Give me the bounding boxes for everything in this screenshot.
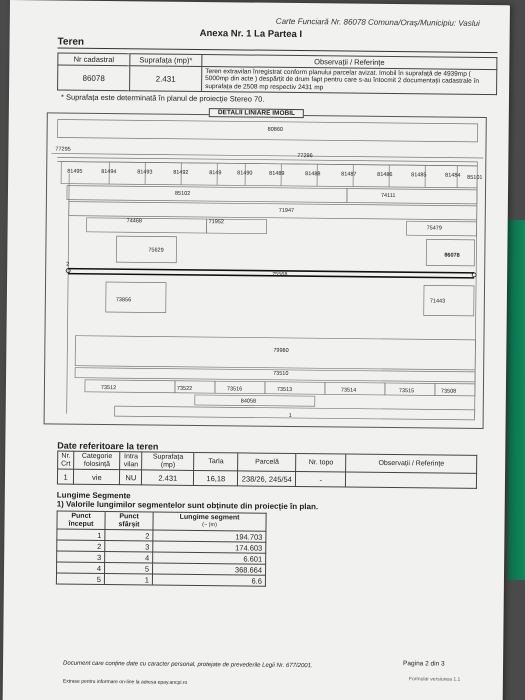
teren-table: [57, 52, 497, 95]
table-row: [56, 573, 265, 586]
cell-intravilan: NU: [120, 470, 142, 485]
col-categorie: Categorie folosință: [74, 451, 120, 470]
plan-label-81488: 81488: [305, 171, 321, 178]
plan-label-75629: 75629: [148, 247, 164, 254]
plan-label-75568: 75568: [272, 271, 288, 278]
cell-start: 1: [57, 529, 105, 541]
plan-label-73513: 73513: [276, 386, 293, 393]
col-suprafata: Suprafața (mp): [142, 452, 194, 471]
plan-label-71947: 71947: [278, 207, 295, 214]
plan-label-71443: 71443: [429, 298, 446, 305]
plan-label-74468: 74468: [126, 218, 143, 225]
parcel-plan-drawing: [45, 113, 488, 430]
cell-suprafata: 2.431: [142, 470, 194, 486]
col-parcela: Parcelă: [238, 453, 296, 472]
cell-length: 6.6: [152, 574, 265, 586]
plan-label-8149: 8149: [209, 170, 222, 177]
plan-label-81493: 81493: [137, 169, 153, 176]
cell-length: 194.703: [153, 530, 266, 542]
anexa-title: Anexa Nr. 1 La Partea I: [199, 27, 303, 41]
plan-label-73516: 73516: [226, 386, 243, 393]
plan-title: DETALII LINIARE IMOBIL: [209, 108, 304, 118]
plan-label-81495: 81495: [67, 168, 83, 175]
carte-funciara-header: Carte Funciară Nr. 86078 Comuna/Oraș/Municipiu: Vaslui: [275, 16, 480, 28]
plan-label-2: 2: [66, 261, 70, 268]
plan-label-75479: 75479: [426, 225, 442, 232]
cell-start: 5: [56, 573, 104, 585]
plan-label-81485: 81485: [411, 172, 427, 179]
segmente-title: Lungime Segmente: [56, 490, 131, 501]
table-row: [57, 469, 476, 488]
plan-label-71952: 71952: [208, 219, 225, 226]
plan-label-81484: 81484: [445, 172, 461, 179]
plan-label-73522: 73522: [176, 385, 193, 392]
cell-end: 5: [104, 563, 152, 575]
plan-label-86078: 86078: [444, 252, 460, 259]
plan-label-81487: 81487: [341, 171, 357, 178]
col-nr-cadastral: Nr cadastral: [58, 53, 130, 66]
plan-label-84058: 84058: [240, 398, 257, 405]
date-teren-title: Date referitoare la teren: [57, 440, 159, 452]
background-green-object: [507, 220, 525, 580]
cell-start: 3: [57, 551, 105, 563]
suprafata-value: 2.431: [130, 66, 202, 92]
plan-label-81489: 81489: [269, 170, 285, 177]
plan-label-77295: 77295: [55, 146, 71, 153]
document-page: [3, 0, 510, 700]
cell-end: 4: [105, 552, 153, 564]
col-punct-inceput: Punct început: [57, 511, 105, 530]
segmente-subtitle: 1) Valorile lungimilor segmentelor sunt obținute din proiecție în plan.: [56, 499, 319, 512]
col-observatii: Observații / Referințe: [202, 55, 497, 70]
plan-label-77296: 77296: [297, 153, 313, 160]
plan-label-73508: 73508: [440, 388, 457, 395]
col-suprafata: Suprafața (mp)*: [130, 54, 202, 67]
stereo-note: * Suprafața este determinată în planul de proiecție Stereo 70.: [60, 92, 265, 104]
parcel-plan: [44, 112, 487, 429]
plan-label-80860: 80860: [267, 126, 283, 133]
plan-label-73510: 73510: [273, 370, 289, 377]
lungime-unit: (~ (m): [202, 522, 217, 529]
cell-categorie: vie: [74, 470, 120, 485]
cell-length: 6.601: [153, 552, 266, 564]
cell-end: 1: [104, 574, 152, 586]
col-nr-topo: Nr. topo: [296, 454, 346, 473]
col-observatii: Observații / Referințe: [346, 454, 477, 474]
cell-end: 3: [105, 541, 153, 553]
col-lungime: [153, 512, 266, 531]
teren-section-title: Teren: [57, 37, 497, 54]
plan-label-73515: 73515: [398, 388, 415, 395]
cell-length: 368.664: [152, 563, 265, 575]
plan-label-81492: 81492: [173, 169, 189, 176]
plan-label-81490: 81490: [237, 170, 253, 177]
cell-nr-crt: 1: [57, 469, 73, 484]
plan-label-73514: 73514: [340, 387, 357, 394]
lungime-label: Lungime segment: [179, 513, 240, 522]
segmente-table: [56, 511, 267, 587]
plan-label-79980: 79980: [273, 347, 289, 354]
cell-end: 2: [105, 530, 153, 542]
plan-label-74111: 74111: [380, 192, 396, 200]
cell-tarla: 16,18: [194, 471, 238, 486]
cell-nr-topo: -: [296, 472, 346, 488]
footer-extras: Extrase pentru informare on-line la adresa epay.ancpi.ro: [62, 678, 188, 686]
plan-label-85101: 85101: [467, 174, 483, 181]
col-nr-crt: Nr. Crt: [58, 451, 75, 470]
col-tarla: Tarla: [194, 452, 238, 471]
cell-parcela: 238/26, 245/54: [238, 471, 296, 487]
nr-cadastral-value: 86078: [58, 65, 130, 91]
plan-label-73512: 73512: [100, 384, 117, 392]
page-number: Pagina 2 din 3: [403, 660, 445, 668]
form-version: Formular versiunea 1.1: [408, 676, 461, 683]
date-teren-table: [57, 451, 477, 490]
footer-personal-data: Document care conține date cu caracter personal, protejate de prevederile Legii Nr. 677/2001.: [63, 660, 313, 670]
cell-start: 2: [57, 540, 105, 552]
plan-label-1: 1: [288, 412, 292, 419]
col-intravilan: Intra vilan: [120, 452, 142, 471]
observatii-value: Teren extravilan înregistrat conform planului parcelar avizat. Imobil în suprafață de 4939mp ( 5000mp din acte ) despărțit de drum fapt pentru care s-au întocmit 2 documentații cadastrale în suprafața de 2508 mp respectiv 2431 mp: [202, 67, 497, 95]
plan-label-85102: 85102: [174, 190, 191, 197]
cell-start: 4: [57, 562, 105, 574]
plan-label-81486: 81486: [377, 171, 393, 179]
col-punct-sfarsit: Punct sfârșit: [105, 512, 153, 531]
cell-length: 174.603: [153, 541, 266, 553]
cell-observatii: [346, 472, 477, 488]
plan-label-73856: 73856: [115, 297, 132, 304]
plan-label-81494: 81494: [101, 168, 117, 176]
